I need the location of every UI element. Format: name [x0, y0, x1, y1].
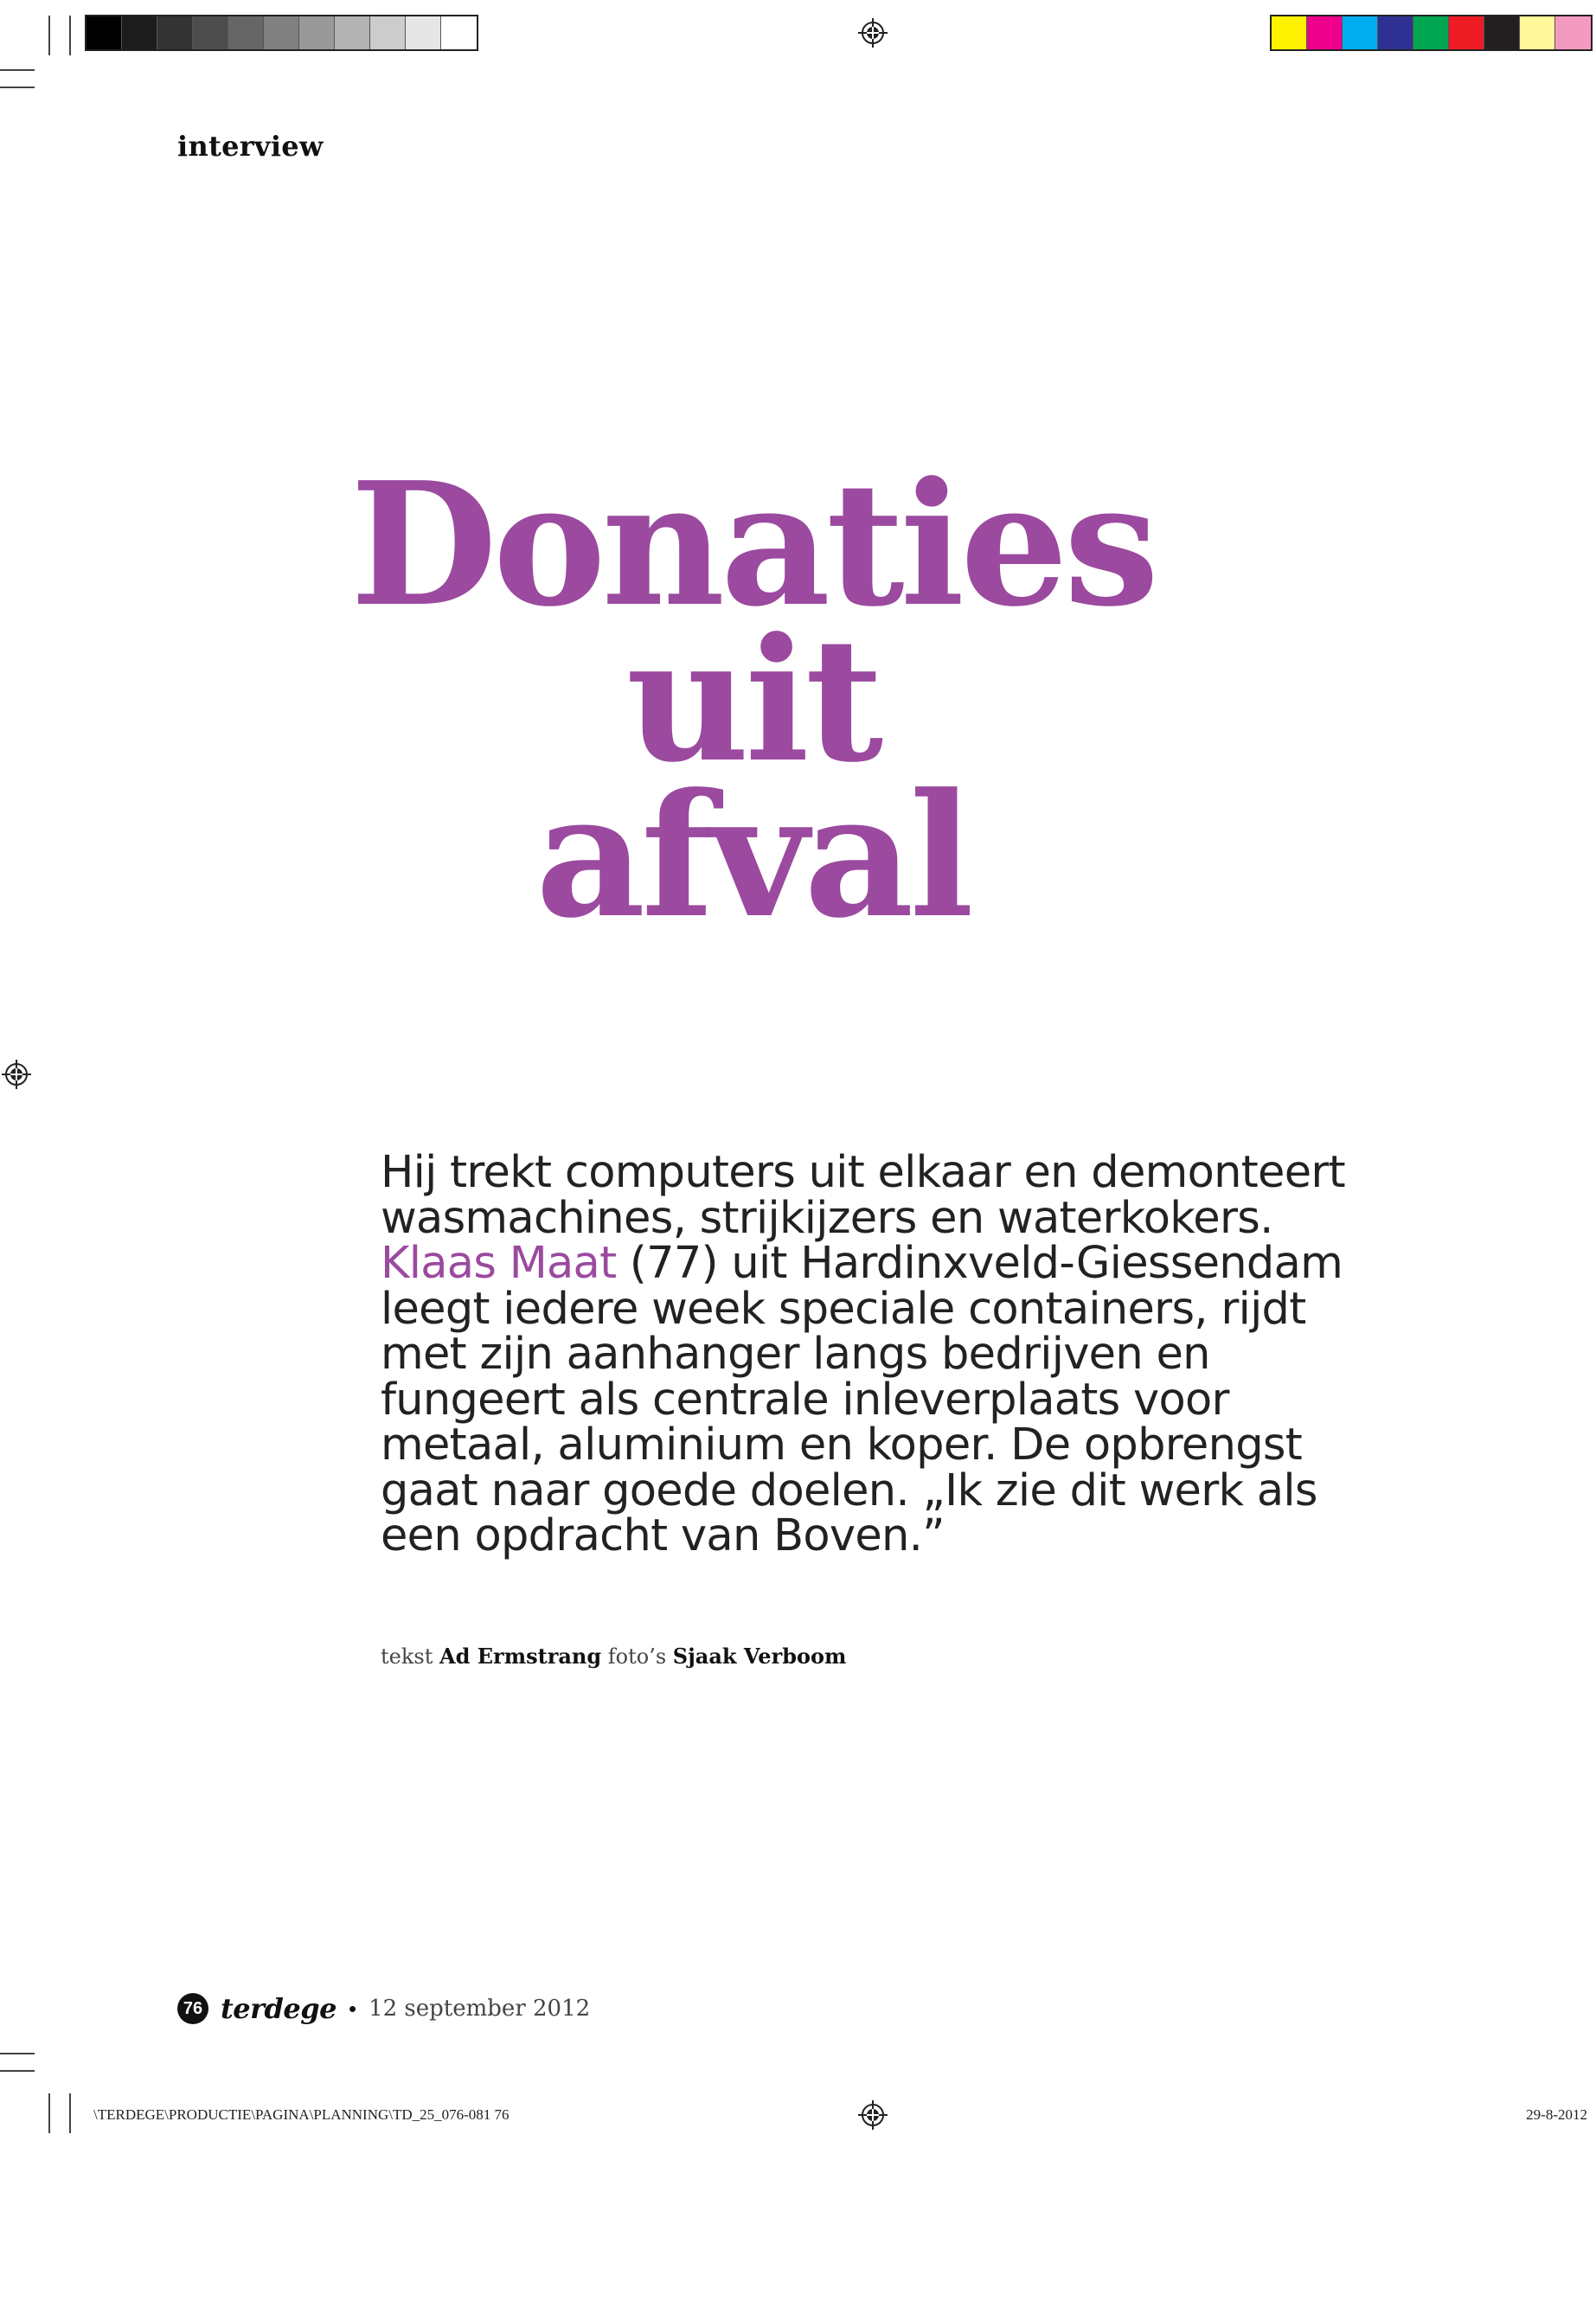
intro-text: (77) uit Hardinxveld-Giessendam leegt iedere week speciale containers, rijdt met zijn aanhanger langs bedrijven en fungeert als centrale inleverplaats voor metaal, aluminium en koper. De opbrengst gaat naar goede doelen. „Ik zie dit werk als een opdracht van Boven.”: [381, 1238, 1343, 1561]
crop-mark: [0, 2070, 35, 2072]
crop-mark: [48, 2093, 50, 2133]
color-swatch: [1272, 16, 1307, 49]
author-name: Ad Ermstrang: [439, 1644, 602, 1669]
magazine-logo: terdege: [221, 1992, 337, 2025]
page-footer: [177, 1992, 590, 2025]
color-calibration-strip: [1270, 15, 1593, 51]
crop-mark: [69, 2093, 71, 2133]
credit-photo-label: foto’s: [607, 1644, 667, 1669]
interviewee-name: Klaas Maat: [381, 1238, 617, 1289]
color-swatch: [1484, 16, 1520, 49]
color-swatch: [1449, 16, 1484, 49]
color-swatch: [228, 16, 264, 49]
crop-mark: [0, 87, 35, 88]
crop-mark: [48, 16, 50, 55]
color-swatch: [1413, 16, 1449, 49]
issue-date: 12 september 2012: [369, 1996, 591, 2022]
crosshair-target-icon: [858, 18, 888, 48]
color-swatch: [264, 16, 299, 49]
page-number: 76: [177, 1993, 208, 2024]
color-swatch: [1378, 16, 1413, 49]
crop-mark: [0, 2053, 35, 2054]
color-swatch: [1343, 16, 1378, 49]
crop-mark: [69, 16, 71, 55]
color-swatch: [335, 16, 370, 49]
color-swatch: [441, 16, 477, 49]
photographer-name: Sjaak Verboom: [672, 1644, 847, 1669]
article-credits: [381, 1644, 846, 1669]
title-line: Donaties: [349, 445, 1156, 644]
crosshair-target-icon: [2, 1060, 31, 1089]
slug-file-path: \TERDEGE\PRODUCTIE\PAGINA\PLANNING\TD_25_076-081 76: [93, 2106, 510, 2123]
article-title: [329, 445, 1176, 956]
color-swatch: [193, 16, 228, 49]
color-swatch: [122, 16, 157, 49]
credit-text-label: tekst: [381, 1644, 433, 1669]
intro-text: Hij trekt computers uit elkaar en demonteert wasmachines, strijkijzers en waterkokers.: [381, 1147, 1345, 1244]
footer-bullet: •: [348, 1995, 357, 2022]
color-swatch: [157, 16, 193, 49]
slug-date: 29-8-2012: [1526, 2106, 1587, 2123]
section-label: interview: [177, 130, 324, 163]
article-intro: [381, 1147, 1401, 1561]
grayscale-calibration-strip: [85, 15, 478, 51]
color-swatch: [406, 16, 441, 49]
crosshair-target-icon: [858, 2100, 888, 2130]
title-line: afval: [535, 757, 970, 956]
color-swatch: [1520, 16, 1555, 49]
color-swatch: [1307, 16, 1343, 49]
color-swatch: [87, 16, 122, 49]
color-swatch: [299, 16, 335, 49]
color-swatch: [1555, 16, 1591, 49]
title-line: uit: [625, 601, 880, 800]
crop-mark: [0, 69, 35, 71]
color-swatch: [370, 16, 406, 49]
